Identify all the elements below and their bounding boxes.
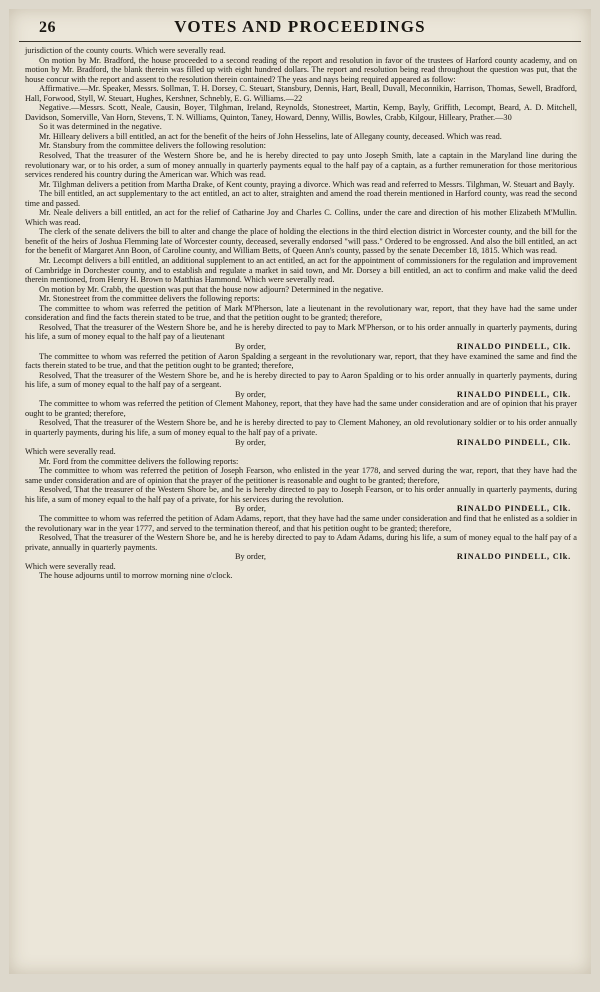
by-order-text: By order, — [235, 389, 267, 399]
paragraph: Which were severally read. — [25, 447, 116, 457]
clerk-name: RINALDO PINDELL, Clk. — [456, 389, 571, 399]
paragraph: jurisdiction of the county courts. Which were severally read. — [25, 46, 226, 55]
vote-affirmative: Affirmative.—Mr. Speaker, Messrs. Sollman, T. H. Dorsey, C. Steuart, Stansbury, Dennis, Hart, Beall, Duvall, Meconnikin, Harrison, Thomas, Sewell, Bradford, Hall, Forwood, Styll, W. Steuart, Hughes, Kershner, Schnebly, E. G. Williams.—22 — [25, 84, 577, 103]
signature-line — [25, 342, 577, 352]
paragraph: Mr. Lecompt delivers a bill entitled, an additional supplement to an act entitled, an act for the appointment of commissioners for the regulation and improvement of Cambridge in Dorchester county, and to establish and regulate a market in said town, and Mr. Dorsey a bill entitled, an act to confirm and make valid the deed therein mentioned, from Henry H. Brown to Matthias Hammond. Which were severally read. — [25, 256, 577, 285]
by-order-text: By order, — [235, 552, 267, 562]
clerk-name: RINALDO PINDELL, Clk. — [456, 437, 571, 447]
page-header — [19, 9, 581, 42]
signature-line — [25, 438, 577, 448]
clerk-name: RINALDO PINDELL, Clk. — [456, 552, 571, 562]
resolution: Resolved, That the treasurer of the Western Shore be, and he is hereby directed to pay to Aaron Spalding or to his order annually in quarterly payments, during his life, a sum of money equal to the half pay of a sergeant. — [25, 370, 577, 390]
running-head: VOTES AND PROCEEDINGS — [174, 17, 426, 36]
paragraph: Mr. Hilleary delivers a bill entitled, an act for the benefit of the heirs of John Hesselins, late of Allegany county, deceased. Which was read. — [39, 131, 502, 141]
signature-line — [25, 552, 577, 562]
paragraph: So it was determined in the negative. — [39, 122, 162, 132]
resolution: Resolved, That the treasurer of the Western Shore be, and he is hereby directed to pay unto Joseph Smith, late a captain in the Maryland line during the revolutionary war, or to his order, a sum of money annually in quarterly payments equal to the half pay of a captain, as a further remuneration for those meritorious services rendered his country during the American war. Which was read. — [25, 151, 577, 180]
signature-line — [25, 390, 577, 400]
committee-report: The committee to whom was referred the petition of Clement Mahoney, report, that they have had the same under consideration and are of opinion that his prayer ought to be granted; therefore, — [25, 399, 577, 418]
paragraph: Which were severally read. — [25, 561, 116, 571]
paragraph: Mr. Neale delivers a bill entitled, an act for the relief of Catharine Joy and Charles C. Collins, under the care and direction of his mother Elizabeth M'Mullin. Which was read. — [25, 208, 577, 227]
paragraph: The clerk of the senate delivers the bill to alter and change the place of holding the elections in the third election district in Worcester county, and the bill for the benefit of the heirs of Joshua Flemming late of Worcester county, deceased, severally endorsed "will pass." Ordered to be engrossed. And also the bill entitled, an act for the benefit of Margaret Ann Boon, of Caroline county, and William Betts, of Queen Ann's county, passed by the senate December 18, 1815. Which was read. — [25, 227, 577, 256]
committee-report: The committee to whom was referred the petition of Mark M'Pherson, late a lieutenant in the revolutionary war, report, that they have had the same under consideration and find the facts therein stated to be true, and that the petition ought to be granted; therefore, — [25, 303, 577, 323]
paragraph: The house adjourns until to morrow morning nine o'clock. — [39, 571, 233, 581]
signature-line — [25, 504, 577, 514]
resolution: Resolved, That the treasurer of the Western Shore be, and he is hereby directed to pay to Clement Mahoney, an old revolutionary soldier or to his order annually in quarterly payments, during his life, a sum of money equal to the half pay of a private. — [25, 418, 577, 437]
resolution: Resolved, That the treasurer of the Western Shore be, and he is hereby directed to pay to Joseph Fearson, or to his order annually in quarterly payments, during his life, a sum of money equal to the half pay of a private, for his services during the revolution. — [25, 485, 577, 504]
committee-report: The committee to whom was referred the petition of Aaron Spalding a sergeant in the revolutionary war, report, that they have examined the same and find the facts therein stated to be true, and that the petition ought to be granted; therefore, — [25, 351, 577, 371]
paragraph: On motion by Mr. Bradford, the house proceeded to a second reading of the report and resolution in favor of the trustees of Harford county academy, and on motion by Mr. Bradford, the blank therein was filled up with eight hundred dollars. The report and resolution being read throughout the question was put, that the house concur with the report and assent to the resolution therein contained? The yeas and nays being required appeared as follow: — [25, 55, 577, 84]
paragraph: On motion by Mr. Crabb, the question was put that the house now adjourn? Determined in the negative. — [39, 284, 384, 294]
committee-report: The committee to whom was referred the petition of Joseph Fearson, who enlisted in the year 1778, and served during the war, report, that they have had the same under consideration and are of opinion that the prayer of the petitioner is reasonable and ought to be granted; therefore, — [25, 466, 577, 485]
paragraph: The bill entitled, an act supplementary to the act entitled, an act to alter, straighten and amend the road therein mentioned in Harford county, was read the second time and passed. — [25, 189, 577, 208]
paragraph: Mr. Ford from the committee delivers the following reports: — [39, 456, 239, 466]
paragraph: Mr. Stonestreet from the committee delivers the following reports: — [39, 294, 260, 304]
clerk-name: RINALDO PINDELL, Clk. — [456, 504, 571, 514]
by-order-text: By order, — [235, 437, 267, 447]
paragraph: Mr. Stansbury from the committee delivers the following resolution: — [39, 141, 266, 151]
document-body — [9, 42, 591, 581]
by-order-text: By order, — [235, 341, 267, 351]
clerk-name: RINALDO PINDELL, Clk. — [456, 341, 571, 351]
resolution: Resolved, That the treasurer of the Western Shore be, and he is hereby directed to pay to Mark M'Pherson, or to his order annually in quarterly payments, during his life, a sum of money equal to the half pay of a lieutenant — [25, 322, 577, 342]
committee-report: The committee to whom was referred the petition of Adam Adams, report, that they have had the same under consideration and find that he enlisted as a soldier in the revolutionary war in the year 1777, and served to the termination thereof, and that his petition ought to be granted; therefore, — [25, 513, 577, 533]
vote-negative: Negative.—Messrs. Scott, Neale, Causin, Boyer, Tilghman, Ireland, Reynolds, Stonestreet, Martin, Kemp, Bayly, Griffith, Lecompt, Beard, A. D. Mitchell, Davidson, Somerville, Van Horn, Stevens, T. N. Williams, Quinton, Taney, Howard, Denny, Willis, Bowles, Crabb, Kilgour, Hilleary, Prather.—30 — [25, 103, 577, 122]
document-page — [9, 9, 591, 974]
paragraph: Mr. Tilghman delivers a petition from Martha Drake, of Kent county, praying a divorce. Which was read and referred to Messrs. Tilghman, W. Steuart and Bayly. — [39, 179, 575, 189]
by-order-text: By order, — [235, 504, 267, 514]
page-number: 26 — [39, 19, 56, 36]
resolution: Resolved, That the treasurer of the Western Shore be, and he is hereby directed to pay to Adam Adams, during his life, a sum of money equal to the half pay of a private, annually in quarterly payments. — [25, 533, 577, 552]
